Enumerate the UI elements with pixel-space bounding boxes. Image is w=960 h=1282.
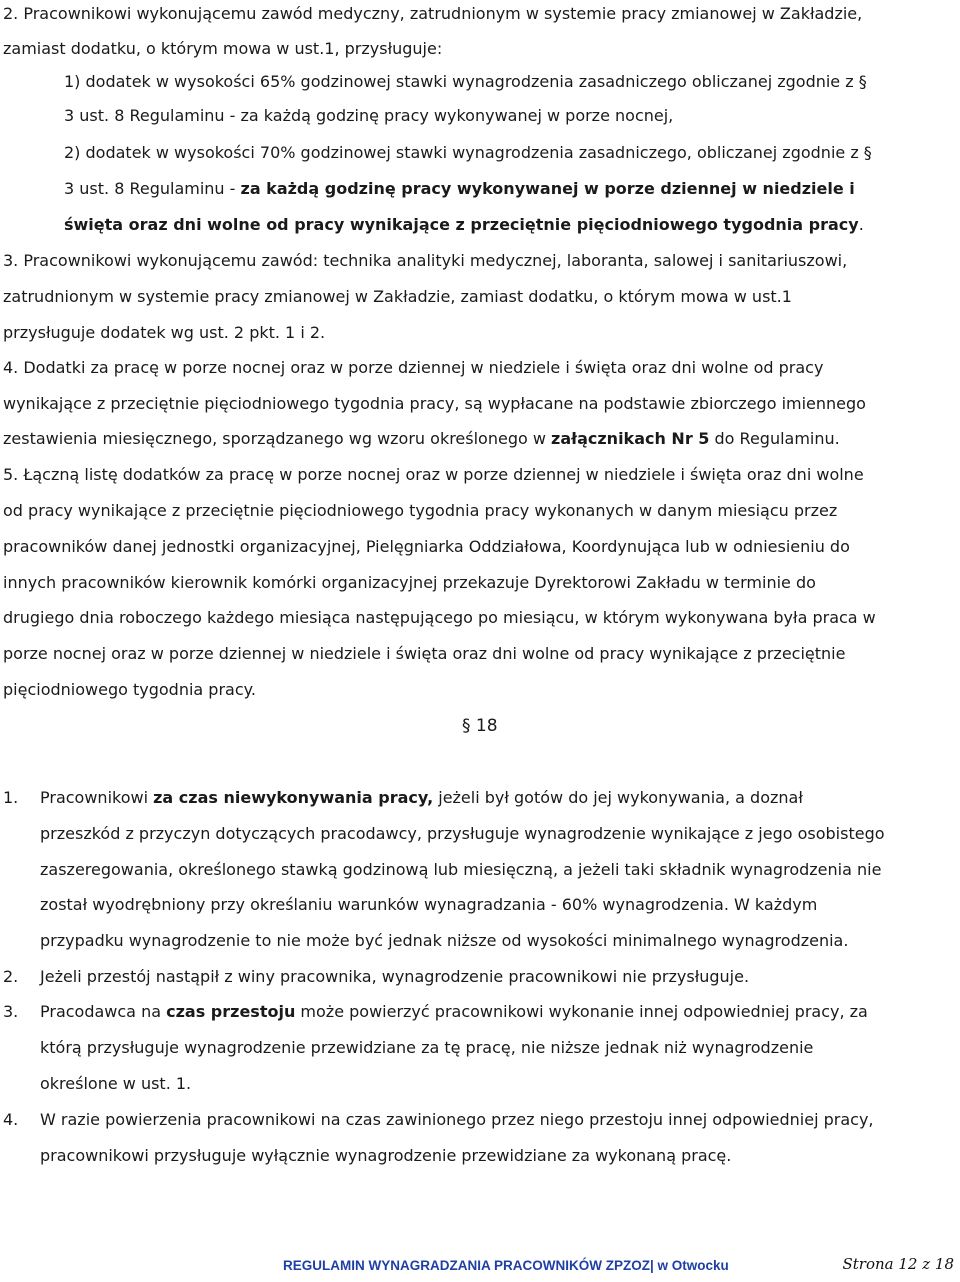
para2-item2-bold: za każdą godzinę pracy wykonywanej w porze dziennej w niedziele i <box>240 179 855 198</box>
footer-title: REGULAMIN WYNAGRADZANIA PRACOWNIKÓW ZPZOZ| w Otwocku <box>283 1258 729 1273</box>
s3-text-end: może powierzyć pracownikowi wykonanie innej odpowiedniej pracy, za <box>295 1002 868 1021</box>
s1-line-3: zaszeregowania, określonego stawką godzinową lub miesięczną, a jeżeli taki składnik wynagrodzenia nie <box>40 860 882 879</box>
s3-number: 3. <box>3 1002 19 1021</box>
para2-item1-line-2: 3 ust. 8 Regulaminu - za każdą godzinę pracy wykonywanej w porze nocnej, <box>64 106 674 125</box>
s1-line-2: przeszkód z przyczyn dotyczących pracodawcy, przysługuje wynagrodzenie wynikające z jego osobistego <box>40 824 885 843</box>
s1-text: Pracownikowi <box>40 788 154 807</box>
para3-line-1: 3. Pracownikowi wykonującemu zawód: technika analityki medycznej, laboranta, salowej i sanitariuszowi, <box>3 251 848 270</box>
para2-item2-plain: 3 ust. 8 Regulaminu - <box>64 179 241 198</box>
s1-line-5: przypadku wynagrodzenie to nie może być jednak niższe od wysokości minimalnego wynagrodzenia. <box>40 931 849 950</box>
para5-line-6: porze nocnej oraz w porze dziennej w niedziele i święta oraz dni wolne od pracy wynikające z przeciętnie <box>3 644 846 663</box>
s2-line-1: Jeżeli przestój nastąpił z winy pracownika, wynagrodzenie pracownikowi nie przysługuje. <box>40 967 750 986</box>
para5-line-2: od pracy wynikające z przeciętnie pięciodniowego tygodnia pracy wykonanych w danym miesiącu przez <box>3 501 838 520</box>
s4-line-2: pracownikowi przysługuje wyłącznie wynagrodzenie przewidziane za wykonaną pracę. <box>40 1146 732 1165</box>
s1-bold: za czas niewykonywania pracy, <box>153 788 434 807</box>
s1-text-end: jeżeli był gotów do jej wykonywania, a doznał <box>433 788 803 807</box>
s1-line-1 <box>40 787 803 809</box>
s3-line-3: określone w ust. 1. <box>40 1074 192 1093</box>
para2-line-2: zamiast dodatku, o którym mowa w ust.1, przysługuje: <box>3 39 443 58</box>
para4-line-3 <box>3 428 840 450</box>
s3-bold: czas przestoju <box>166 1002 296 1021</box>
para2-item2-period: . <box>858 215 864 234</box>
s3-line-1 <box>40 1001 868 1023</box>
s4-line-1: W razie powierzenia pracownikowi na czas zawinionego przez niego przestoju innej odpowiedniej pracy, <box>40 1110 874 1129</box>
s3-text: Pracodawca na <box>40 1002 167 1021</box>
para4-line-1: 4. Dodatki za pracę w porze nocnej oraz w porze dziennej w niedziele i święta oraz dni wolne od pracy <box>3 358 824 377</box>
para2-line-1: 2. Pracownikowi wykonującemu zawód medyczny, zatrudnionym w systemie pracy zmianowej w Zakładzie, <box>3 4 863 23</box>
para5-line-7: pięciodniowego tygodnia pracy. <box>3 680 256 699</box>
s1-line-4: został wyodrębniony przy określaniu warunków wynagradzania - 60% wynagrodzenia. W każdym <box>40 895 818 914</box>
para5-line-4: innych pracowników kierownik komórki organizacyjnej przekazuje Dyrektorowi Zakładu w terminie do <box>3 573 816 592</box>
para2-item2-bold-2: święta oraz dni wolne od pracy wynikające z przeciętnie pięciodniowego tygodnia pracy <box>64 215 859 234</box>
para5-line-3: pracowników danej jednostki organizacyjnej, Pielęgniarka Oddziałowa, Koordynująca lub w odniesieniu do <box>3 537 850 556</box>
s3-line-2: którą przysługuje wynagrodzenie przewidziane za tę pracę, nie niższe jednak niż wynagrodzenie <box>40 1038 814 1057</box>
para4-line-2: wynikające z przeciętnie pięciodniowego tygodnia pracy, są wypłacane na podstawie zbiorczego imiennego <box>3 394 866 413</box>
para4-attachment-ref: załącznikach Nr 5 <box>551 429 710 448</box>
para2-item1-line-1: 1) dodatek w wysokości 65% godzinowej stawki wynagrodzenia zasadniczego obliczanej zgodnie z § <box>64 72 867 91</box>
para2-item2-line-2 <box>64 178 855 200</box>
para3-line-3: przysługuje dodatek wg ust. 2 pkt. 1 i 2. <box>3 323 326 342</box>
s4-number: 4. <box>3 1110 19 1129</box>
para3-line-2: zatrudnionym w systemie pracy zmianowej w Zakładzie, zamiast dodatku, o którym mowa w ust.1 <box>3 287 792 306</box>
para4-text-end: do Regulaminu. <box>709 429 840 448</box>
para2-item2-line-1: 2) dodatek w wysokości 70% godzinowej stawki wynagrodzenia zasadniczego, obliczanej zgodnie z § <box>64 143 872 162</box>
footer-page-number: Strona 12 z 18 <box>842 1255 954 1273</box>
s2-number: 2. <box>3 967 19 986</box>
para5-line-5: drugiego dnia roboczego każdego miesiąca następującego po miesiącu, w którym wykonywana była praca w <box>3 608 876 627</box>
section-heading: § 18 <box>462 716 498 736</box>
s1-number: 1. <box>3 788 19 807</box>
para4-text: zestawienia miesięcznego, sporządzanego wg wzoru określonego w <box>3 429 552 448</box>
para5-line-1: 5. Łączną listę dodatków za pracę w porze nocnej oraz w porze dziennej w niedziele i święta oraz dni wolne <box>3 465 864 484</box>
para2-item2-line-3 <box>64 214 864 236</box>
